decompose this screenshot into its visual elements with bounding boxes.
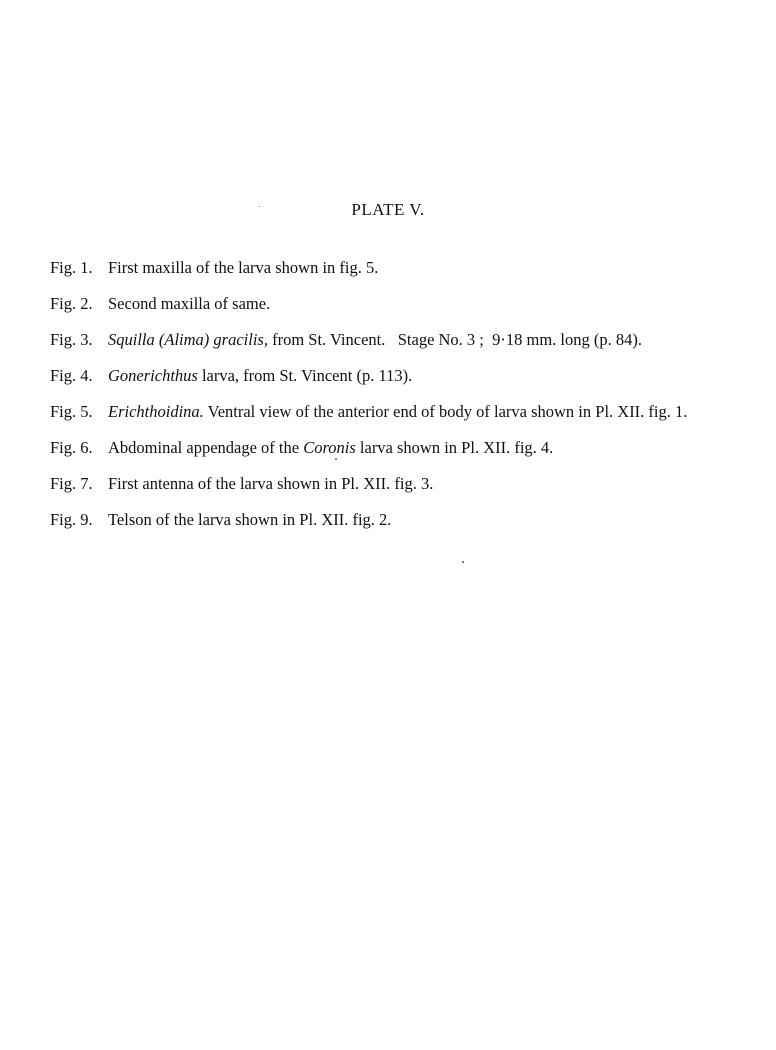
figure-caption-6 [50,437,726,459]
caption-text-italic: Erichthoidina. [108,402,204,421]
figure-description [108,293,726,315]
figure-description [108,329,726,351]
caption-text: First maxilla of the larva shown in fig. 5. [108,258,379,277]
figure-caption-3 [50,329,726,351]
figure-label: Fig. 9. [50,510,93,529]
figure-label: Fig. 1. [50,258,93,277]
figure-label: Fig. 5. [50,402,93,421]
figure-label: Fig. 4. [50,366,93,385]
caption-text: Second maxilla of same. [108,294,271,313]
figure-description [108,365,726,387]
caption-text: Telson of the larva shown in Pl. XII. fig. 2. [108,510,392,529]
figure-description [108,473,726,495]
figure-label: Fig. 6. [50,438,93,457]
print-speck [335,458,337,460]
print-speck [462,561,464,563]
caption-text: First antenna of the larva shown in Pl. XII. fig. 3. [108,474,434,493]
caption-text: from St. Vincent. Stage No. 3 ; 9·18 mm. long (p. 84). [267,330,642,349]
caption-text-italic: Squilla (Alima) gracilis, [108,330,268,349]
figure-caption-7 [50,473,726,495]
caption-text: Abdominal appendage of the [108,438,304,457]
figure-description [108,509,726,531]
caption-text: larva shown in Pl. XII. fig. 4. [355,438,554,457]
print-speck [259,206,260,207]
figure-caption-4 [50,365,726,387]
figure-label: Fig. 2. [50,294,93,313]
caption-text-italic: Gonerichthus [108,366,198,385]
caption-text: Ventral view of the anterior end of body of larva shown in Pl. XII. fig. 1. [203,402,688,421]
figure-description [108,257,726,279]
plate-title: PLATE V. [351,200,425,219]
caption-text: larva, from St. Vincent (p. 113). [197,366,413,385]
figure-caption-2 [50,293,726,315]
figure-caption-5 [50,401,726,423]
figure-label: Fig. 7. [50,474,93,493]
caption-text-italic: Coronis [303,438,356,457]
figure-description [108,401,726,423]
figure-caption-list [50,257,726,545]
figure-description [108,437,726,459]
figure-caption-9 [50,509,726,531]
figure-caption-1 [50,257,726,279]
figure-label: Fig. 3. [50,330,93,349]
